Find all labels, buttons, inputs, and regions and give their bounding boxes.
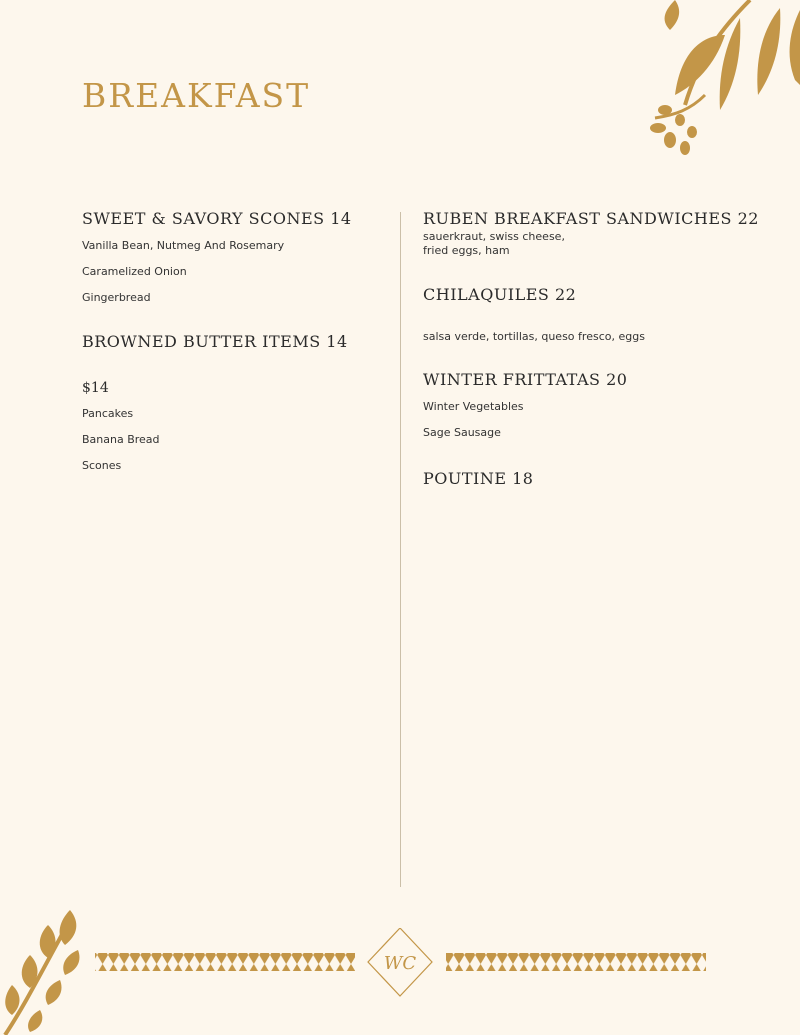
menu-item: Gingerbread	[82, 291, 151, 304]
diamond-border-icon	[0, 928, 800, 998]
section-title: SWEET & SAVORY SCONES 14	[82, 209, 352, 228]
menu-section-frittatas	[423, 369, 763, 440]
section-title: CHILAQUILES 22	[423, 285, 577, 304]
menu-section-browned-butter	[82, 331, 382, 473]
menu-section-ruben	[423, 208, 763, 258]
item-description: salsa verde, tortillas, queso fresco, eggs	[423, 330, 645, 343]
left-menu-column	[82, 208, 382, 473]
leaf-branch-icon	[0, 910, 85, 1035]
right-menu-column	[423, 208, 763, 490]
menu-item: Caramelized Onion	[82, 265, 187, 278]
price-label: $14	[82, 380, 109, 396]
menu-section-chilaquiles	[423, 284, 763, 344]
menu-section-scones	[82, 208, 382, 305]
menu-item: Pancakes	[82, 407, 134, 420]
menu-item: Scones	[82, 459, 122, 472]
menu-item: Winter Vegetables	[423, 400, 524, 413]
section-title: WINTER FRITTATAS 20	[423, 370, 628, 389]
page-title: BREAKFAST	[82, 76, 311, 115]
column-divider	[400, 212, 401, 887]
item-description: sauerkraut, swiss cheese,	[423, 230, 565, 243]
section-title: BROWNED BUTTER ITEMS 14	[82, 332, 348, 351]
section-title: RUBEN BREAKFAST SANDWICHES 22	[423, 209, 759, 228]
menu-section-poutine	[423, 468, 763, 490]
section-title: POUTINE 18	[423, 469, 534, 488]
menu-item: Banana Bread	[82, 433, 160, 446]
menu-item: Vanilla Bean, Nutmeg And Rosemary	[82, 239, 285, 252]
menu-item: Sage Sausage	[423, 426, 501, 439]
leaf-branch-icon	[630, 0, 800, 160]
item-description: fried eggs, ham	[423, 244, 510, 257]
monogram-text: WC	[383, 953, 417, 974]
